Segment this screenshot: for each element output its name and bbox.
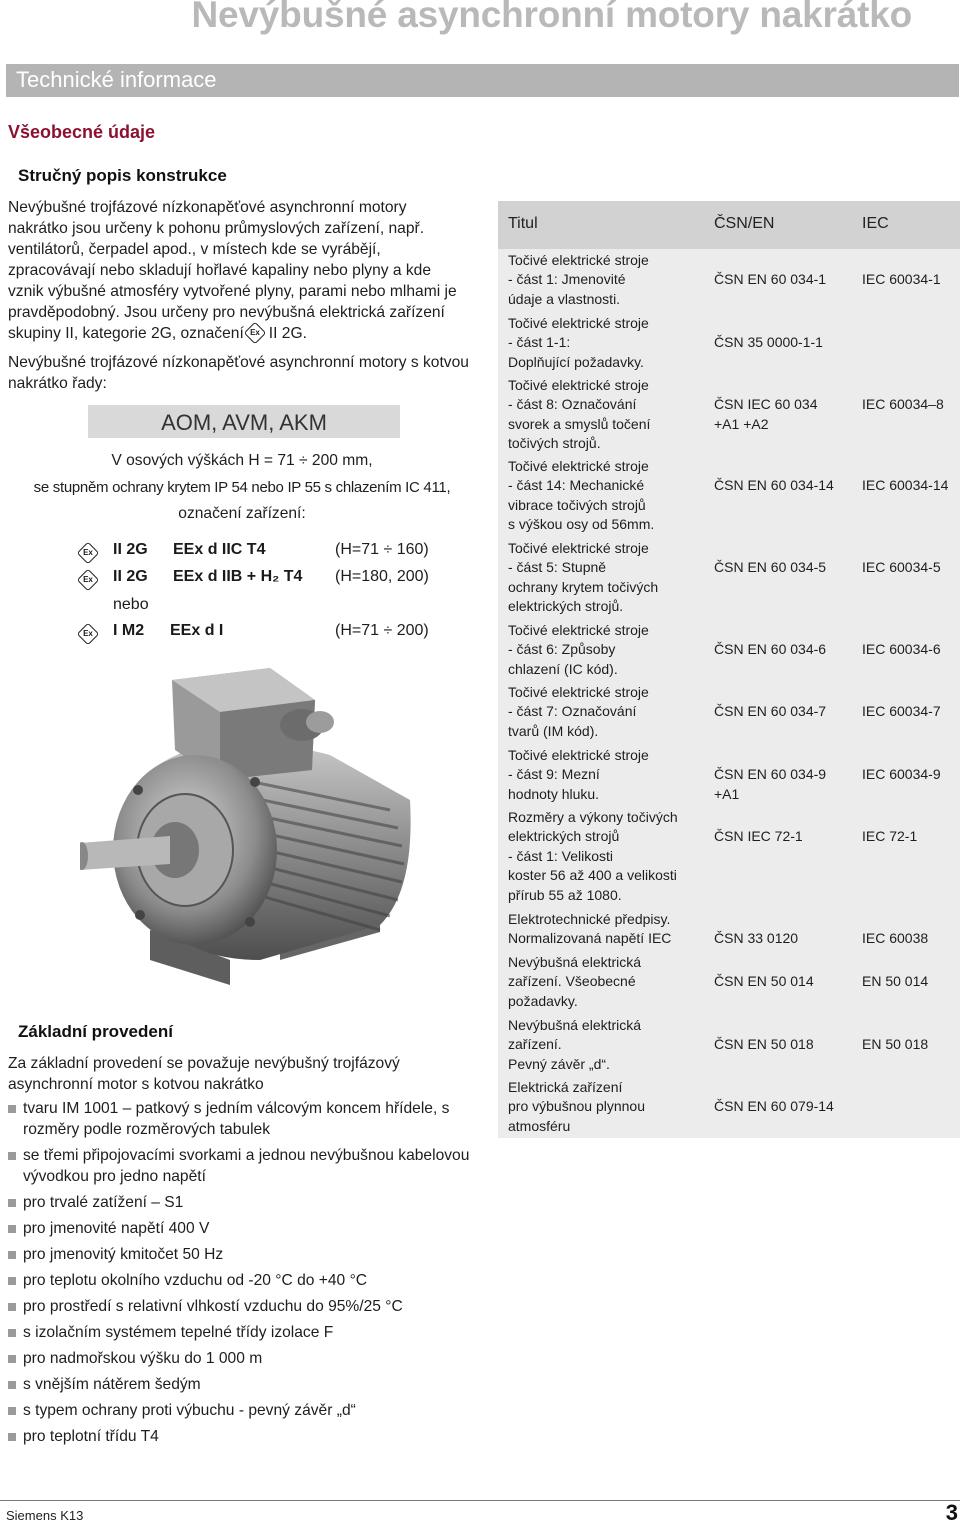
marking-row — [77, 622, 477, 646]
marking-label: označení zařízení: — [178, 505, 306, 522]
standard-title: Točivé elektrické stroje - část 6: Způsoby chlazení (IC kód). — [508, 622, 649, 677]
standard-csn: ČSN EN 60 034-9 +A1 — [714, 766, 827, 802]
marking-group: II 2G — [113, 541, 148, 558]
list-item: s typem ochrany proti výbuchu - pevný závěr „d“ — [8, 1400, 478, 1421]
marking-range: (H=71 ÷ 160) — [335, 541, 429, 558]
standard-iec: IEC 60034-9 — [862, 766, 941, 783]
list-item: pro prostředí s relativní vlhkostí vzduchu do 95%/25 °C — [8, 1296, 478, 1317]
standard-title: Točivé elektrické stroje - část 5: Stupně ochrany krytem točivých elektrických strojů. — [508, 540, 659, 615]
page-number: 3 — [945, 1500, 958, 1525]
standard-csn: ČSN EN 50 018 — [714, 1036, 814, 1053]
marking-row — [77, 568, 477, 592]
basic-heading: Základní provedení — [18, 1022, 173, 1041]
footer-divider — [0, 1500, 960, 1501]
standards-table — [498, 201, 960, 1138]
standard-csn: ČSN IEC 72-1 — [714, 828, 803, 845]
standard-csn: ČSN EN 60 034-1 — [714, 271, 827, 288]
header-title: Titul — [508, 215, 538, 232]
standard-csn: ČSN EN 60 079-14 — [714, 1098, 834, 1115]
standard-iec: IEC 60034-6 — [862, 641, 941, 658]
standard-title: Elektrická zařízení pro výbušnou plynnou atmosféru — [508, 1079, 645, 1134]
list-item: pro teplotu okolního vzduchu od -20 °C do +40 °C — [8, 1270, 478, 1291]
standard-csn: ČSN 33 0120 — [714, 930, 799, 947]
standard-title: Točivé elektrické stroje - část 8: Označování svorek a smyslů točení točivých strojů. — [508, 377, 651, 452]
series-box: AOM, AVM, AKM — [88, 405, 400, 438]
construction-paragraph-2: Nevýbušné trojfázové nízkonapěťové asynchronní motory s kotvou nakrátko řady: — [8, 354, 469, 392]
standard-csn: ČSN EN 60 034-5 — [714, 559, 827, 576]
marking-class: EEx d I — [170, 622, 224, 639]
basic-list — [8, 1098, 478, 1452]
motor-image — [80, 660, 420, 1005]
header-iec: IEC — [862, 215, 889, 232]
standard-iec: IEC 60034-7 — [862, 703, 941, 720]
standard-csn: ČSN 35 0000-1-1 — [714, 334, 823, 351]
list-item: se třemi připojovacími svorkami a jednou nevýbušnou kabelovou vývodkou pro jedno napětí — [8, 1145, 478, 1187]
marking-class: EEx d IIB + H₂ T4 — [173, 568, 303, 585]
marking-group: II 2G — [113, 568, 148, 585]
or-word: nebo — [113, 596, 149, 613]
ex-mark-icon — [243, 322, 266, 345]
section-bar — [6, 64, 959, 97]
list-item: s vnějším nátěrem šedým — [8, 1374, 478, 1395]
axis-heights: V osových výškách H = 71 ÷ 200 mm, — [111, 452, 373, 469]
standard-title: Točivé elektrické stroje - část 1: Jmenovité údaje a vlastnosti. — [508, 252, 649, 307]
standard-csn: ČSN IEC 60 034 +A1 +A2 — [714, 396, 818, 432]
standard-iec: IEC 60034–8 — [862, 396, 944, 413]
construction-text: Nevýbušné trojfázové nízkonapěťové asynchronní motory nakrátko jsou určeny k pohonu průmyslových zařízení, např. ventilátorů, čerpadel apod., v místech kde se vyrábějí, zpracovávají nebo skladují hořlavé kapaliny nebo plyny a kde vznik výbušné atmosféry vytvořené plyny, parami nebo mlhami je pravděpodobný. Jsou určeny pro nevýbušná elektrická zařízení skupiny II, kategorie 2G, označení — [8, 199, 457, 342]
construction-text-end: II 2G. — [268, 325, 307, 342]
footer-label: Siemens K13 — [6, 1508, 84, 1523]
marking-class: EEx d IIC T4 — [173, 541, 266, 558]
standard-title: Točivé elektrické stroje - část 9: Mezní hodnoty hluku. — [508, 747, 649, 802]
basic-intro: Za základní provedení se považuje nevýbušný trojfázový asynchronní motor s kotvou nakrátko — [8, 1055, 400, 1093]
construction-paragraph-1 — [8, 197, 470, 344]
standard-iec: IEC 60038 — [862, 930, 929, 947]
table-header — [498, 201, 960, 249]
standard-csn: ČSN EN 60 034-6 — [714, 641, 827, 658]
list-item: pro teplotní třídu T4 — [8, 1426, 478, 1447]
standard-title: Elektrotechnické předpisy. Normalizovaná napětí IEC — [508, 911, 672, 947]
list-item: tvaru IM 1001 – patkový s jedním válcovým koncem hřídele, s rozměry podle rozměrových tabulek — [8, 1098, 478, 1140]
standard-csn: ČSN EN 60 034-14 — [714, 477, 834, 494]
standard-csn: ČSN EN 50 014 — [714, 973, 814, 990]
header-csn: ČSN/EN — [714, 215, 775, 232]
standard-title: Točivé elektrické stroje - část 14: Mechanické vibrace točivých strojů s výškou osy od 56mm. — [508, 458, 655, 533]
subsection-title: Všeobecné údaje — [8, 122, 156, 142]
standard-iec: IEC 60034-5 — [862, 559, 941, 576]
list-item: s izolačním systémem tepelné třídy izolace F — [8, 1322, 478, 1343]
standard-title: Točivé elektrické stroje - část 7: Označování tvarů (IM kód). — [508, 684, 649, 739]
standard-iec: EN 50 018 — [862, 1036, 929, 1053]
construction-heading: Stručný popis konstrukce — [18, 166, 227, 185]
ex-mark-icon — [77, 569, 100, 592]
list-item: pro jmenovitý kmitočet 50 Hz — [8, 1244, 478, 1265]
standard-iec: EN 50 014 — [862, 973, 929, 990]
marking-group: I M2 — [113, 622, 145, 639]
standard-iec: IEC 60034-14 — [862, 477, 949, 494]
standard-title: Nevýbušná elektrická zařízení. Všeobecné požadavky. — [508, 954, 642, 1009]
standard-title: Nevýbušná elektrická zařízení. Pevný závěr „d“. — [508, 1017, 642, 1072]
standard-iec: IEC 72-1 — [862, 828, 918, 845]
ex-mark-icon — [77, 623, 100, 646]
ex-mark-icon — [77, 542, 100, 565]
protection-line: se stupněm ochrany krytem IP 54 nebo IP 55 s chlazením IC 411, — [33, 479, 451, 496]
standard-title: Točivé elektrické stroje - část 1-1: Doplňující požadavky. — [508, 315, 649, 370]
marking-range: (H=180, 200) — [335, 568, 429, 585]
list-item: pro nadmořskou výšku do 1 000 m — [8, 1348, 478, 1369]
list-item: pro trvalé zatížení – S1 — [8, 1192, 478, 1213]
list-item: pro jmenovité napětí 400 V — [8, 1218, 478, 1239]
marking-row — [77, 541, 477, 565]
page-title: Nevýbušné asynchronní motory nakrátko — [191, 0, 912, 35]
section-title: Technické informace — [16, 67, 217, 92]
marking-range: (H=71 ÷ 200) — [335, 622, 429, 639]
standard-csn: ČSN EN 60 034-7 — [714, 703, 827, 720]
standard-title: Rozměry a výkony točivých elektrických strojů - část 1: Velikosti koster 56 až 400 a velikosti přírub 55 až 1080. — [508, 809, 678, 903]
standard-iec: IEC 60034-1 — [862, 271, 941, 288]
